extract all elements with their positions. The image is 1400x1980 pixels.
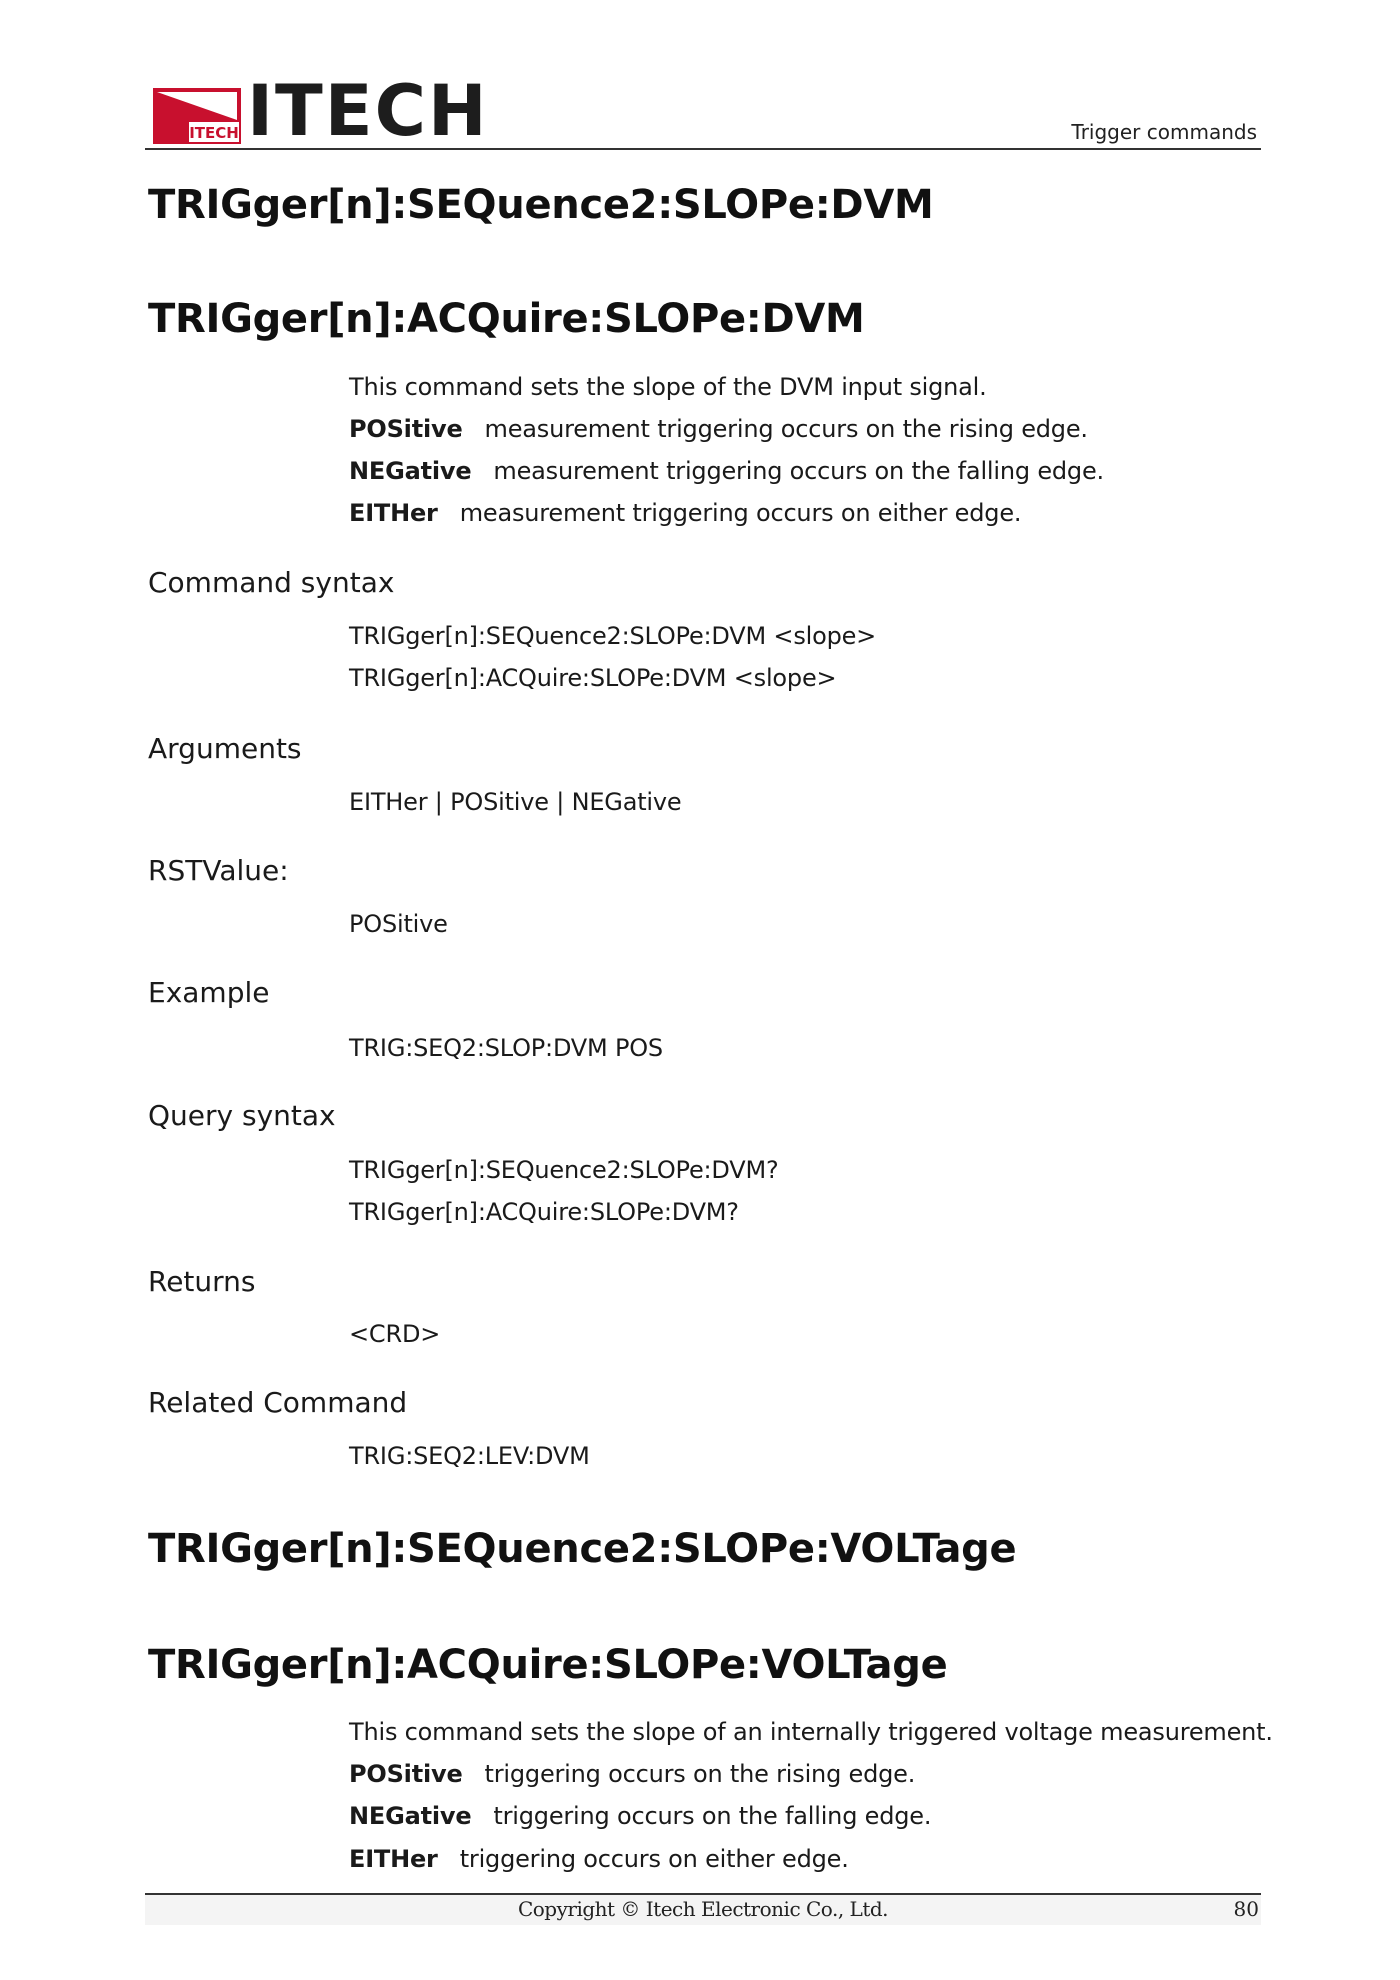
option-text: triggering occurs on the falling edge. xyxy=(493,1802,932,1830)
logo-flag-text: ITECH xyxy=(189,124,239,142)
logo-wordmark: ITECH xyxy=(247,70,489,152)
page-number: 80 xyxy=(1233,1897,1259,1921)
description: This command sets the slope of the DVM input signal. xyxy=(349,373,987,401)
option-row xyxy=(349,499,1021,527)
option-keyword: POSitive xyxy=(349,1760,463,1788)
option-row xyxy=(349,1802,931,1830)
page-header xyxy=(145,70,1261,152)
query-syntax-label: Query syntax xyxy=(148,1099,336,1132)
example-label: Example xyxy=(148,976,270,1009)
option-row xyxy=(349,415,1088,443)
arguments-label: Arguments xyxy=(148,732,302,765)
query-line: TRIGger[n]:SEQuence2:SLOPe:DVM? xyxy=(349,1156,779,1184)
option-text: triggering occurs on either edge. xyxy=(459,1845,849,1873)
arguments-value: EITHer | POSitive | NEGative xyxy=(349,788,682,816)
example-value: TRIG:SEQ2:SLOP:DVM POS xyxy=(349,1034,663,1062)
command-syntax-label: Command syntax xyxy=(148,566,395,599)
option-row xyxy=(349,1760,915,1788)
option-text: measurement triggering occurs on the falling edge. xyxy=(493,457,1104,485)
option-keyword: POSitive xyxy=(349,415,463,443)
command-heading: TRIGger[n]:SEQuence2:SLOPe:DVM xyxy=(148,182,934,228)
syntax-line: TRIGger[n]:ACQuire:SLOPe:DVM <slope> xyxy=(349,664,837,692)
related-command-label: Related Command xyxy=(148,1386,408,1419)
command-heading: TRIGger[n]:ACQuire:SLOPe:DVM xyxy=(148,296,865,342)
syntax-line: TRIGger[n]:SEQuence2:SLOPe:DVM <slope> xyxy=(349,622,877,650)
option-keyword: NEGative xyxy=(349,457,472,485)
option-text: measurement triggering occurs on either edge. xyxy=(459,499,1022,527)
returns-label: Returns xyxy=(148,1265,256,1298)
command-heading: TRIGger[n]:SEQuence2:SLOPe:VOLTage xyxy=(148,1526,1017,1572)
query-line: TRIGger[n]:ACQuire:SLOPe:DVM? xyxy=(349,1198,739,1226)
copyright-text: Copyright © Itech Electronic Co., Ltd. xyxy=(517,1897,889,1921)
section-title: Trigger commands xyxy=(1071,120,1257,144)
rst-value: POSitive xyxy=(349,910,448,938)
page-footer xyxy=(145,1893,1261,1925)
command-heading: TRIGger[n]:ACQuire:SLOPe:VOLTage xyxy=(148,1642,948,1688)
option-text: measurement triggering occurs on the rising edge. xyxy=(484,415,1088,443)
related-command-value: TRIG:SEQ2:LEV:DVM xyxy=(349,1442,590,1470)
description: This command sets the slope of an internally triggered voltage measurement. xyxy=(349,1718,1273,1746)
option-keyword: EITHer xyxy=(349,1845,438,1873)
option-text: triggering occurs on the rising edge. xyxy=(484,1760,916,1788)
option-row xyxy=(349,1845,849,1873)
option-keyword: EITHer xyxy=(349,499,438,527)
itech-flag-icon xyxy=(153,88,241,144)
option-row xyxy=(349,457,1104,485)
returns-value: <CRD> xyxy=(349,1320,441,1348)
itech-logo xyxy=(153,70,489,152)
rst-label: RSTValue: xyxy=(148,854,289,887)
option-keyword: NEGative xyxy=(349,1802,472,1830)
